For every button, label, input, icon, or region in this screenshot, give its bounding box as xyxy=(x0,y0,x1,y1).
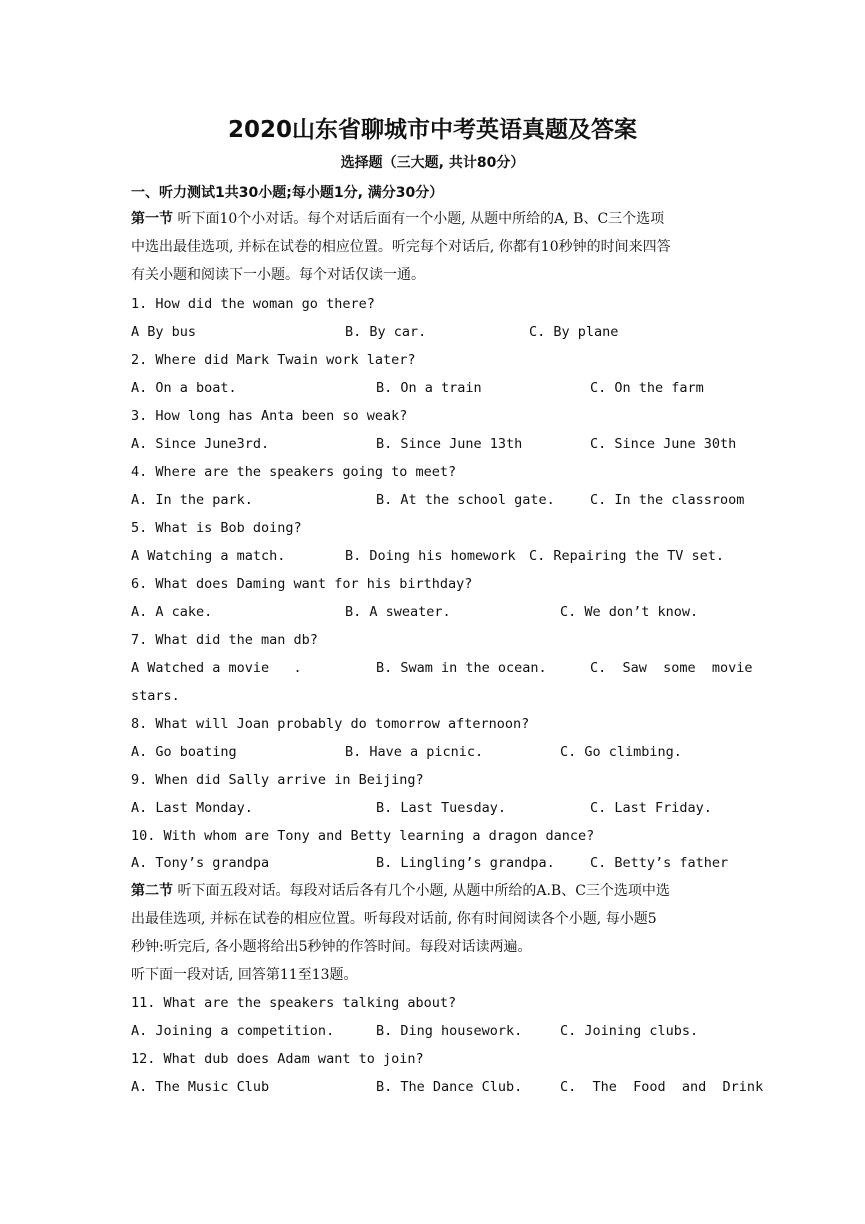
option-a: A By bus xyxy=(131,324,197,340)
option-b: B. Since June 13th xyxy=(376,436,523,452)
page-title: 2020山东省聊城市中考英语真题及答案 xyxy=(227,117,637,143)
option-a: A Watched a movie . xyxy=(131,660,302,676)
part1-label: 第一节 xyxy=(131,211,173,227)
answer-options xyxy=(131,546,751,566)
question-text: 9. When did Sally arrive in Beijing? xyxy=(131,772,424,788)
option-c: C. Go climbing. xyxy=(560,744,682,760)
option-a: A. In the park. xyxy=(131,492,253,508)
option-c: C. The Food and Drink xyxy=(560,1079,764,1095)
option-b: B. On a train xyxy=(376,380,482,396)
option-c: C. Last Friday. xyxy=(590,800,712,816)
answer-options xyxy=(131,378,751,398)
option-b: B. By car. xyxy=(345,324,427,340)
dialogue-instruction: 听下面一段对话, 回答第11至13题。 xyxy=(131,967,358,983)
part2-line-3: 秒钟:听完后, 各小题将给出5秒钟的作答时间。每段对话读两遍。 xyxy=(131,939,532,955)
option-b: B. The Dance Club. xyxy=(376,1079,523,1095)
option-c: C. On the farm xyxy=(590,380,704,396)
answer-options xyxy=(131,490,751,510)
answer-options xyxy=(131,742,751,762)
answer-options xyxy=(131,1021,751,1041)
answer-options xyxy=(131,658,751,678)
option-b: B. Doing his homework xyxy=(345,548,516,564)
answer-options xyxy=(131,798,751,818)
part2-instructions xyxy=(131,877,735,961)
option-a: A. Tony’s grandpa xyxy=(131,855,270,871)
question-text: 8. What will Joan probably do tomorrow afternoon? xyxy=(131,716,530,732)
question-text: 4. Where are the speakers going to meet? xyxy=(131,464,457,480)
question-text: 6. What does Daming want for his birthday? xyxy=(131,576,473,592)
option-b: B. Lingling’s grandpa. xyxy=(376,855,555,871)
question-text: 1. How did the woman go there? xyxy=(131,296,375,312)
option-c: C. We don’t know. xyxy=(560,604,699,620)
part1-line-2: 中选出最佳选项, 并标在试卷的相应位置。听完每个对话后, 你都有10秒钟的时间来四答 xyxy=(131,239,671,255)
option-b: B. Ding housework. xyxy=(376,1023,523,1039)
part2-label: 第二节 xyxy=(131,883,173,899)
option-c: C. By plane xyxy=(529,324,619,340)
option-c: C. Repairing the TV set. xyxy=(529,548,725,564)
question-text: 2. Where did Mark Twain work later? xyxy=(131,352,416,368)
answer-options xyxy=(131,853,751,873)
option-c: C. Since June 30th xyxy=(590,436,737,452)
answer-options xyxy=(131,434,751,454)
answer-options xyxy=(131,602,751,622)
answer-options xyxy=(131,1077,764,1097)
option-a: A. On a boat. xyxy=(131,380,237,396)
option-c: C. Joining clubs. xyxy=(560,1023,699,1039)
option-a: A. Go boating xyxy=(131,744,237,760)
part1-instructions xyxy=(131,205,735,289)
option-c-continued: stars. xyxy=(131,688,180,704)
option-b: B. A sweater. xyxy=(345,604,451,620)
option-c: C. Saw some movie xyxy=(590,660,753,676)
question-text: 5. What is Bob doing? xyxy=(131,520,302,536)
question-text: 11. What are the speakers talking about? xyxy=(131,995,457,1011)
part1-line-3: 有关小题和阅读下一小题。每个对话仅读一通。 xyxy=(131,267,425,283)
question-text: 10. With whom are Tony and Betty learning a dragon dance? xyxy=(131,828,595,844)
option-a: A. Last Monday. xyxy=(131,800,253,816)
question-text: 3. How long has Anta been so weak? xyxy=(131,408,408,424)
option-b: B. At the school gate. xyxy=(376,492,555,508)
option-c: C. In the classroom xyxy=(590,492,745,508)
option-a: A. A cake. xyxy=(131,604,213,620)
option-a: A Watching a match. xyxy=(131,548,286,564)
option-a: A. Joining a competition. xyxy=(131,1023,335,1039)
question-text: 12. What dub does Adam want to join? xyxy=(131,1051,424,1067)
section-heading: 一、听力测试1共30小题;每小题1分, 满分30分） xyxy=(131,185,444,201)
option-b: B. Swam in the ocean. xyxy=(376,660,547,676)
part2-line-1: 听下面五段对话。每段对话后各有几个小题, 从题中所给的A.B、C三个选项中选 xyxy=(173,883,670,899)
option-a: A. The Music Club xyxy=(131,1079,270,1095)
question-text: 7. What did the man db? xyxy=(131,632,318,648)
option-c: C. Betty’s father xyxy=(590,855,729,871)
part2-line-2: 出最佳选项, 并标在试卷的相应位置。听每段对话前, 你有时间阅读各个小题, 每小题5 xyxy=(131,911,657,927)
option-b: B. Last Tuesday. xyxy=(376,800,507,816)
page-subtitle: 选择题（三大题, 共计80分） xyxy=(340,155,525,171)
option-a: A. Since June3rd. xyxy=(131,436,270,452)
answer-options xyxy=(131,322,751,342)
option-b: B. Have a picnic. xyxy=(345,744,484,760)
part1-line-1: 听下面10个小对话。每个对话后面有一个小题, 从题中所给的A, B、C三个选项 xyxy=(173,211,665,227)
